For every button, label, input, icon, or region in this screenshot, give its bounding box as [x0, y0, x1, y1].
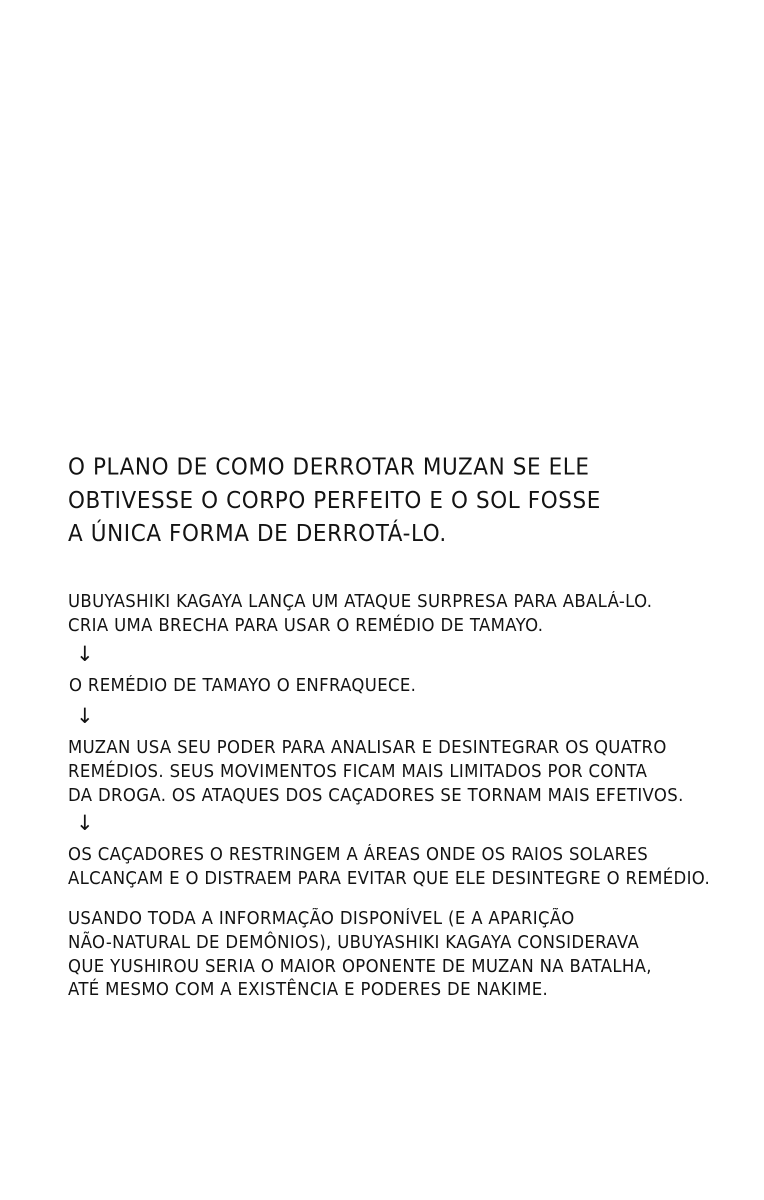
page-title-line-1: O PLANO DE COMO DERROTAR MUZAN SE ELE: [68, 454, 590, 481]
diagram-content: [68, 452, 728, 998]
flow-step-4-line-2: ALCANÇAM E O DISTRAEM PARA EVITAR QUE ELE DESINTEGRE O REMÉDIO.: [68, 868, 711, 889]
flow-step-1-line-1: UBUYASHIKI KAGAYA LANÇA UM ATAQUE SURPRESA PARA ABALÁ-LO.: [68, 590, 653, 611]
flow-step-2-line-1: O REMÉDIO DE TAMAYO O ENFRAQUECE.: [69, 675, 417, 696]
closing-note: [68, 907, 728, 1003]
flow-step-2: [69, 674, 728, 698]
flow-step-3-line-2: REMÉDIOS. SEUS MOVIMENTOS FICAM MAIS LIMITADOS POR CONTA: [68, 760, 648, 781]
spacer: [68, 889, 728, 907]
closing-note-line-1: USANDO TODA A INFORMAÇÃO DISPONÍVEL (E A APARIÇÃO: [68, 907, 575, 928]
down-arrow-icon: ↓: [76, 642, 94, 667]
flow-step-1: [68, 590, 728, 638]
closing-note-line-4: ATÉ MESMO COM A EXISTÊNCIA E PODERES DE NAKIME.: [68, 979, 549, 1000]
down-arrow-icon: ↓: [76, 703, 94, 728]
page-title: [68, 452, 728, 551]
flow-step-3-line-3: DA DROGA. OS ATAQUES DOS CAÇADORES SE TORNAM MAIS EFETIVOS.: [68, 784, 684, 805]
closing-note-line-3: QUE YUSHIROU SERIA O MAIOR OPONENTE DE MUZAN NA BATALHA,: [68, 955, 652, 976]
closing-note-line-2: NÃO-NATURAL DE DEMÔNIOS), UBUYASHIKI KAGAYA CONSIDERAVA: [68, 931, 640, 952]
flow-step-3: [68, 736, 728, 808]
flow-step-4: [68, 843, 728, 891]
down-arrow-icon: ↓: [76, 811, 94, 836]
flow-step-1-line-2: CRIA UMA BRECHA PARA USAR O REMÉDIO DE TAMAYO.: [68, 614, 544, 635]
page-title-line-3: A ÚNICA FORMA DE DERROTÁ-LO.: [68, 520, 447, 548]
flow-step-3-line-1: MUZAN USA SEU PODER PARA ANALISAR E DESINTEGRAR OS QUATRO: [68, 736, 667, 757]
page-title-line-2: OBTIVESSE O CORPO PERFEITO E O SOL FOSSE: [68, 487, 601, 515]
flow-step-4-line-1: OS CAÇADORES O RESTRINGEM A ÁREAS ONDE OS RAIOS SOLARES: [68, 844, 649, 865]
